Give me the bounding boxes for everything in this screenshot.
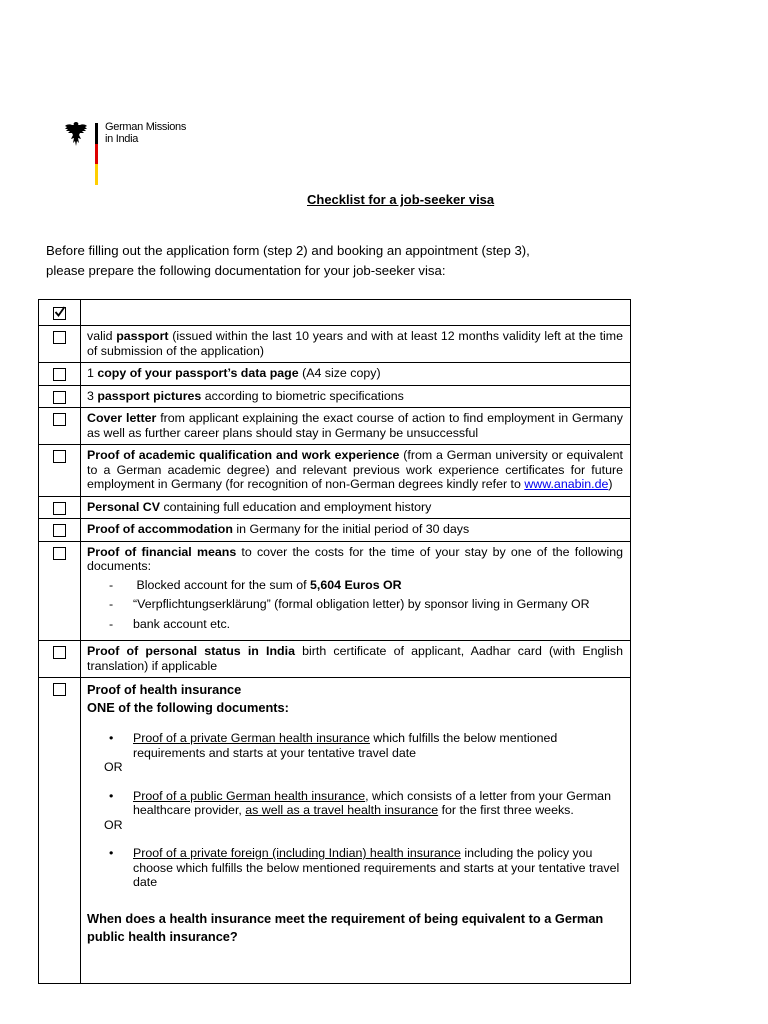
checkbox[interactable] [53,547,66,560]
checklist-row-pictures [39,385,631,408]
flag-stripe-black [95,123,98,144]
list-item: - bank account etc. [87,617,623,632]
checkbox[interactable] [53,331,66,344]
health-heading: Proof of health insurance [87,682,242,697]
checklist-row-cover-letter [39,408,631,445]
checkbox[interactable] [53,450,66,463]
federal-eagle-icon [64,121,88,147]
checklist-row-personal-status [39,641,631,678]
flag-stripe-gold [95,164,98,185]
or-separator: OR [104,760,123,774]
checked-checkbox-icon[interactable] [53,307,66,320]
health-option-2: • Proof of a public German health insurance, which consists of a letter from your German healthcare provider, as well as a travel health insurance for the first three weeks. [87,789,623,818]
checkbox[interactable] [53,683,66,696]
intro-line-1: Before filling out the application form (step 2) and booking an appointment (step 3), [46,243,530,258]
item-text: Personal CV containing full education and employment history [81,496,631,519]
checklist-row-cv [39,496,631,519]
item-text: Cover letter from applicant explaining the exact course of action to find employment in Germany as well as further career plans should stay in Germany be unsuccessful [81,408,631,445]
list-item: - “Verpflichtungserklärung” (formal obligation letter) by sponsor living in Germany OR [87,597,623,612]
item-text: 1 copy of your passport’s data page (A4 size copy) [81,363,631,386]
health-equivalence-question: When does a health insurance meet the requirement of being equivalent to a German public health insurance? [87,910,604,944]
intro-paragraph [46,241,646,281]
checkbox[interactable] [53,391,66,404]
checkbox[interactable] [53,413,66,426]
checklist-table [38,299,631,984]
financial-options-list [87,578,623,632]
checkbox[interactable] [53,502,66,515]
item-text: Proof of financial means to cover the costs for the time of your stay by one of the following documents: - Blocked account for the sum of 5,604 Euros OR - “Verpflichtungserklärung” (formal obligation letter) by sponsor living in Germany OR - bank account etc. [81,541,631,641]
checklist-row-academic [39,445,631,497]
item-text [81,678,631,984]
health-option-3: • Proof of a private foreign (including Indian) health insurance including the policy you choose which fulfills the below mentioned requirements and starts at your tentative travel date [87,846,623,890]
or-separator: OR [104,817,123,832]
checklist-row-passport [39,326,631,363]
checkbox[interactable] [53,524,66,537]
logo-line-2: in India [105,133,139,145]
checklist-row-data-page [39,363,631,386]
intro-line-2: please prepare the following documentation for your job-seeker visa: [46,263,446,278]
item-text: valid passport (issued within the last 10 years and with at least 12 months validity left at the time of submission of the application) [81,326,631,363]
item-text: Proof of personal status in India birth certificate of applicant, Aadhar card (with English translation) if applicable [81,641,631,678]
flag-stripe-red [95,144,98,165]
logo-line-1: German Missions [105,121,187,133]
item-text: 3 passport pictures according to biometric specifications [81,385,631,408]
anabin-link[interactable]: www.anabin.de [524,477,609,491]
checklist-row-health [39,678,631,984]
health-option-1: • Proof of a private German health insurance which fulfills the below mentioned requirements and starts at your tentative travel date [87,731,623,760]
german-flag-bar [95,123,98,185]
logo-text [105,121,186,145]
checklist-header-row [39,300,631,326]
checkbox[interactable] [53,646,66,659]
list-item: - Blocked account for the sum of 5,604 Euros OR [87,578,623,593]
checklist-row-accommodation [39,519,631,542]
checkbox[interactable] [53,368,66,381]
health-subheading: ONE of the following documents: [87,700,289,715]
checklist-row-financial [39,541,631,641]
page-title: Checklist for a job-seeker visa [307,192,495,207]
header-text-cell [81,300,631,326]
header-checkbox-cell [39,300,81,326]
item-text: Proof of accommodation in Germany for the initial period of 30 days [81,519,631,542]
item-text: Proof of academic qualification and work experience (from a German university or equivalent to a German academic degree) and relevant previous work experience certificates for future employment in Germany (for recognition of non-German degrees kindly refer to www.anabin.de) [81,445,631,497]
